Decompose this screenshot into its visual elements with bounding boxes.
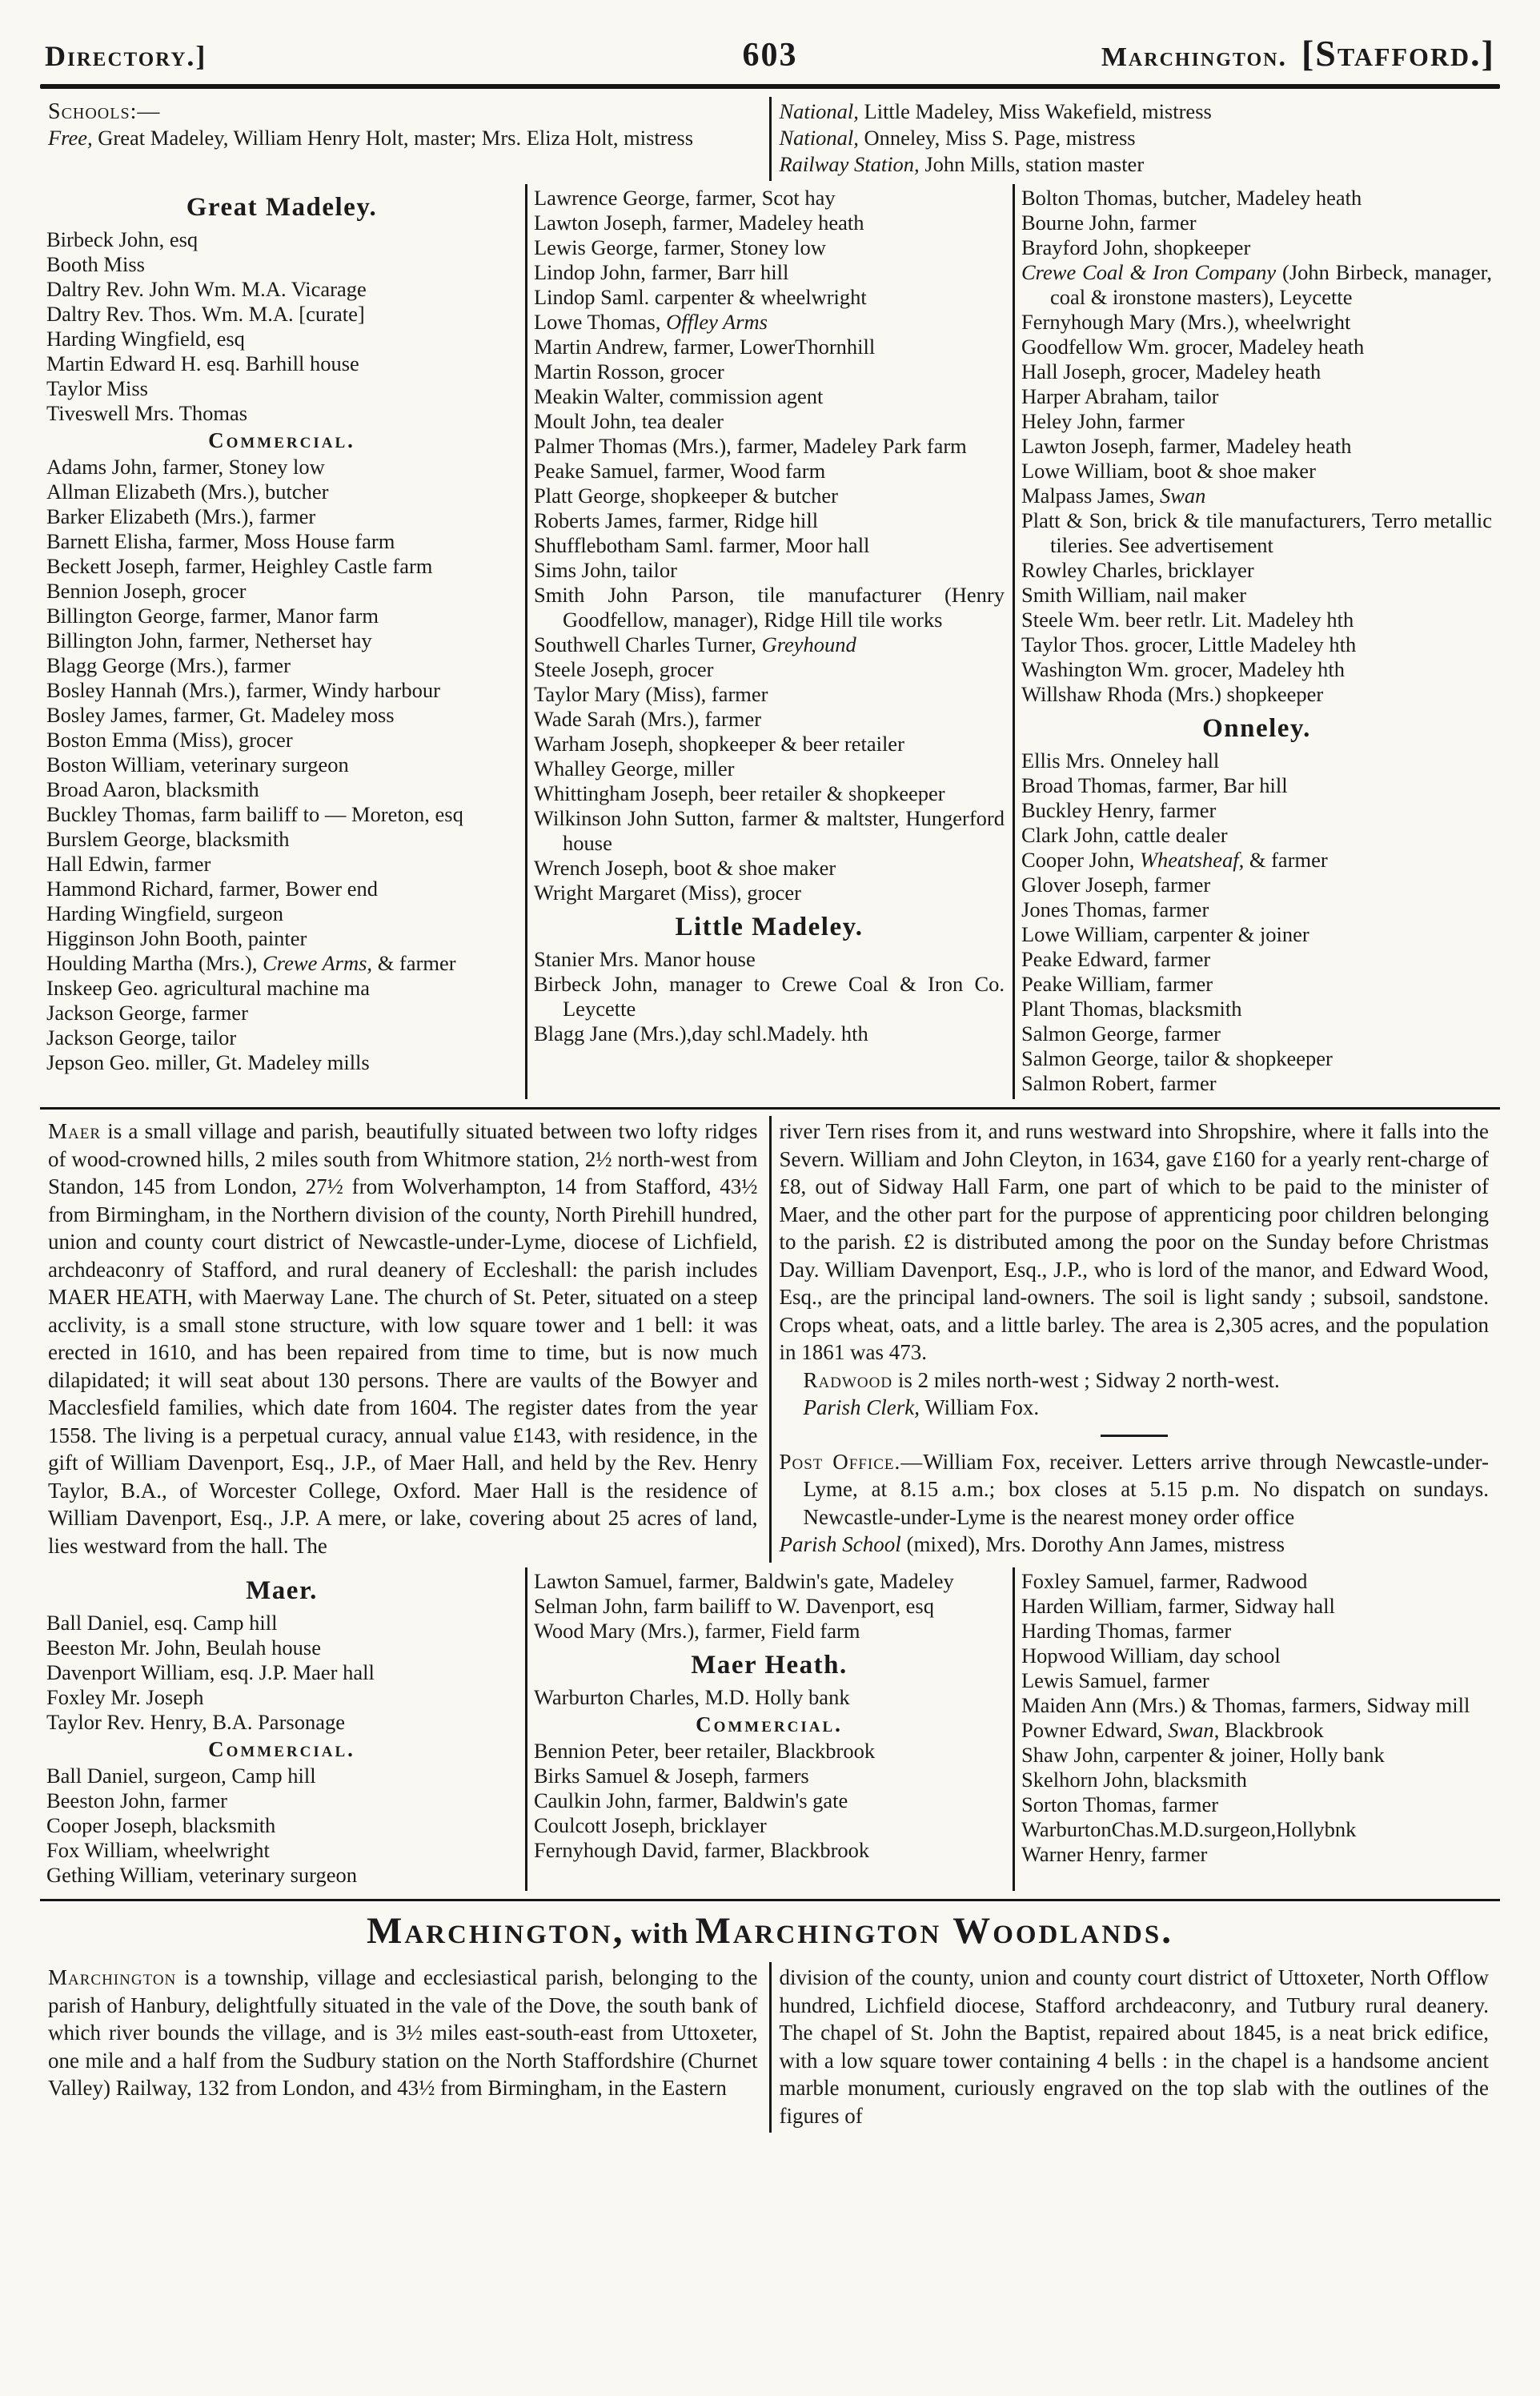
directory-entry: Washington Wm. grocer, Madeley hth [1021, 657, 1345, 681]
post-office-lead: Post Office.— [779, 1449, 924, 1474]
maer-description-left [40, 1116, 769, 1563]
directory-entry: Free, Great Madeley, William Henry Holt, master; Mrs. Eliza Holt, mistress [48, 126, 694, 150]
directory-entry: Warner Henry, farmer [1021, 1842, 1208, 1866]
directory-entry: Crewe Coal & Iron Company (John Birbeck, manager, coal & ironstone masters), Leycette [1021, 260, 1492, 309]
marchington-description-left [40, 1962, 769, 2133]
directory-entry: Davenport William, esq. J.P. Maer hall [46, 1660, 375, 1684]
marchington-rule [40, 1899, 1500, 1901]
directory-entry: Clark John, cattle dealer [1021, 823, 1228, 847]
schools-label: Schools:— [48, 99, 161, 124]
directory-entry: Railway Station, John Mills, station master [779, 152, 1145, 176]
directory-entry: Blagg George (Mrs.), farmer [46, 653, 291, 677]
directory-entry: Peake William, farmer [1021, 972, 1213, 996]
directory-entry: Tiveswell Mrs. Thomas [46, 401, 248, 425]
directory-entry: Taylor Rev. Henry, B.A. Parsonage [46, 1710, 345, 1734]
directory-entry: Fox William, wheelwright [46, 1838, 270, 1862]
directory-entry: Wade Sarah (Mrs.), farmer [534, 707, 762, 731]
directory-entry: National, Onneley, Miss S. Page, mistress [779, 126, 1136, 150]
maer-column-1 [40, 1567, 525, 1891]
directory-entry: Martin Edward H. esq. Barhill house [46, 351, 359, 375]
directory-entry: Wilkinson John Sutton, farmer & maltster, Hungerford house [534, 806, 1005, 855]
post-office-text: William Fox, receiver. Letters arrive through Newcastle-under-Lyme, at 8.15 a.m.; box closes at 5.15 p.m. No dispatch on sundays. Newcastle-under-Lyme is the nearest money order office [803, 1449, 1490, 1529]
directory-entry: Billington George, farmer, Manor farm [46, 604, 379, 628]
header-place-label: Marchington. [1101, 42, 1287, 72]
parish-clerk-line: Parish Clerk, William Fox. [803, 1395, 1040, 1419]
directory-entry: Boston Emma (Miss), grocer [46, 728, 293, 752]
directory-entry: Palmer Thomas (Mrs.), farmer, Madeley Park farm [534, 434, 967, 458]
directory-entry: Gething William, veterinary surgeon [46, 1863, 358, 1887]
schools-left-column [40, 97, 769, 181]
great-madeley-list-continued [534, 186, 1005, 905]
radwood-text: is 2 miles north-west ; Sidway 2 north-west. [892, 1367, 1280, 1392]
directory-entry: Fernyhough David, farmer, Blackbrook [534, 1838, 870, 1862]
directory-entry: Lawton Joseph, farmer, Madeley heath [534, 211, 864, 235]
directory-entry: Buckley Thomas, farm bailiff to — Moreton, esq [46, 802, 463, 826]
directory-entry: Lowe William, carpenter & joiner [1021, 922, 1309, 946]
radwood-line [780, 1367, 1490, 1395]
maer-heath-commercial-list [534, 1739, 1005, 1863]
parish-school-line: Parish School (mixed), Mrs. Dorothy Ann James, mistress [779, 1532, 1285, 1556]
directory-entry: Billington John, farmer, Netherset hay [46, 628, 372, 652]
directory-entry: Taylor Thos. grocer, Little Madeley hth [1021, 632, 1357, 656]
maer-heath-private-list [534, 1685, 1005, 1710]
directory-entry: Hall Edwin, farmer [46, 852, 211, 876]
directory-entry: Taylor Mary (Miss), farmer [534, 682, 768, 706]
directory-entry: Broad Aaron, blacksmith [46, 777, 259, 801]
directory-entry: Salmon George, tailor & shopkeeper [1021, 1046, 1333, 1070]
great-madeley-commercial-list [46, 455, 517, 1075]
directory-entry: Lawrence George, farmer, Scot hay [534, 186, 836, 210]
directory-entry: Maiden Ann (Mrs.) & Thomas, farmers, Sidway mill [1021, 1693, 1470, 1717]
directory-entry: National, Little Madeley, Miss Wakefield, mistress [779, 99, 1212, 123]
directory-entry: Rowley Charles, bricklayer [1021, 558, 1254, 582]
directory-entry: Stanier Mrs. Manor house [534, 947, 756, 971]
directory-entry: Malpass James, Swan [1021, 484, 1206, 508]
little-madeley-list [534, 947, 1005, 1046]
directory-entry: Warham Joseph, shopkeeper & beer retailer [534, 732, 904, 756]
maer-paragraph-right: river Tern rises from it, and runs westward into Shropshire, where it falls into the Severn. William and John Cleyton, in 1634, gave £160 for a yearly rent-charge of £8, out of Sidway Hall Farm, one part of which to be paid to the minister of Maer, and the other part for the purpose of apprenticing poor children belonging to the parish. £2 is distributed among the poor on the Sunday before Christmas Day. William Davenport, Esq., J.P., who is lord of the manor, and Edward Wood, Esq., are the principal land-owners. The soil is light sandy ; subsoil, sandstone. Crops wheat, oats, and a little barley. The area is 2,305 acres, and the population in 1861 was 473. [779, 1119, 1489, 1364]
schools-left-list [48, 125, 758, 151]
marchington-section-heading [40, 1909, 1500, 1953]
mini-divider [1101, 1435, 1168, 1437]
directory-entry: Harding Thomas, farmer [1021, 1619, 1232, 1643]
maer-commercial-list [46, 1764, 517, 1888]
directory-entry: Bennion Joseph, grocer [46, 579, 247, 603]
directory-entry: Barker Elizabeth (Mrs.), farmer [46, 504, 316, 528]
directory-entry: Lowe Thomas, Offley Arms [534, 310, 768, 334]
marchington-lead-word: Marchington [48, 1965, 177, 1989]
directory-entry: Wrench Joseph, boot & shoe maker [534, 856, 836, 880]
directory-entry: Powner Edward, Swan, Blackbrook [1021, 1718, 1324, 1742]
maer-listing-section [40, 1567, 1500, 1891]
directory-entry: Wood Mary (Mrs.), farmer, Field farm [534, 1619, 860, 1643]
directory-entry: Brayford John, shopkeeper [1021, 235, 1251, 259]
directory-entry: Blagg Jane (Mrs.),day schl.Madely. hth [534, 1021, 868, 1045]
directory-entry: Steele Joseph, grocer [534, 657, 714, 681]
directory-entry: Salmon Robert, farmer [1021, 1071, 1217, 1095]
directory-entry: Allman Elizabeth (Mrs.), butcher [46, 480, 329, 504]
directory-entry: Moult John, tea dealer [534, 409, 724, 433]
marchington-heading-part1: Marchington, [366, 1910, 625, 1952]
directory-entry: Skelhorn John, blacksmith [1021, 1768, 1247, 1792]
schools-right-column [769, 97, 1501, 181]
directory-entry: Goodfellow Wm. grocer, Madeley heath [1021, 335, 1365, 359]
directory-entry: Sorton Thomas, farmer [1021, 1792, 1219, 1816]
directory-entry: Ball Daniel, surgeon, Camp hill [46, 1764, 316, 1788]
maer-private-list [46, 1611, 517, 1735]
marchington-description-right [769, 1962, 1501, 2133]
directory-entry: Peake Edward, farmer [1021, 947, 1211, 971]
maer-lead-word: Maer [48, 1119, 102, 1143]
maer-column-2 [525, 1567, 1013, 1891]
directory-entry: Shufflebotham Saml. farmer, Moor hall [534, 533, 870, 557]
directory-entry: Cooper Joseph, blacksmith [46, 1813, 276, 1837]
directory-entry: Lawton Joseph, farmer, Madeley heath [1021, 434, 1352, 458]
directory-entry: Beeston Mr. John, Beulah house [46, 1635, 321, 1660]
directory-entry: Beeston John, farmer [46, 1788, 227, 1812]
onneley-list [1021, 748, 1492, 1096]
directory-entry: Roberts James, farmer, Ridge hill [534, 508, 819, 532]
directory-entry: Salmon George, farmer [1021, 1021, 1221, 1045]
marchington-heading-part2: Marchington Woodlands. [695, 1910, 1173, 1952]
directory-entry: Foxley Samuel, farmer, Radwood [1021, 1569, 1308, 1593]
onneley-heading: Onneley. [1202, 714, 1311, 743]
great-madeley-column-2 [525, 184, 1013, 1099]
directory-entry: Broad Thomas, farmer, Bar hill [1021, 773, 1288, 797]
directory-entry: Boston William, veterinary surgeon [46, 753, 349, 777]
directory-entry: Bourne John, farmer [1021, 211, 1197, 235]
radwood-lead-word: Radwood [803, 1367, 893, 1392]
header-directory-label: Directory.] [45, 40, 207, 72]
maer-commercial-heading: Commercial. [208, 1737, 355, 1761]
directory-entry: Hammond Richard, farmer, Bower end [46, 877, 378, 901]
little-madeley-heading: Little Madeley. [675, 913, 864, 941]
directory-entry: Burslem George, blacksmith [46, 827, 290, 851]
directory-entry: Meakin Walter, commission agent [534, 384, 824, 408]
directory-entry: Sims John, tailor [534, 558, 677, 582]
directory-entry: Daltry Rev. Thos. Wm. M.A. [curate] [46, 302, 365, 326]
directory-entry: Hall Joseph, grocer, Madeley heath [1021, 359, 1321, 383]
directory-entry: Ball Daniel, esq. Camp hill [46, 1611, 278, 1635]
maer-paragraph-left-text: is a small village and parish, beautifully situated between two lofty ridges of wood-crowned hills, 2 miles south from Whitmore station, 2½ north-west from Standon, 145 from London, 27½ from Wolverhampton, 14 from Stafford, 43½ from Birmingham, in the Northern division of the county, North Pirehill hundred, union and county court district of Newcastle-under-Lyme, diocese of Lichfield, archdeaconry of Stafford, and rural deanery of Eccleshall: the parish includes MAER HEATH, with Maerway Lane. The church of St. Peter, situated on a steep acclivity, is a small stone structure, with low square tower and 1 bell: it was erected in 1610, and has been repaired from time to time, but is now much dilapidated; it will seat about 130 persons. There are vaults of the Bowyer and Macclesfield families, which date from 1604. The register dates from the year 1558. The living is a perpetual curacy, annual value £143, with residence, in the gift of William Davenport, Esq., J.P., of Maer Hall, and held by the Rev. Henry Taylor, B.A., of Worcester College, Oxford. Maer Hall is the residence of William Davenport, Esq., J.P. A mere, or lake, covering about 25 acres of land, lies westward from the hall. The [48, 1119, 758, 1558]
directory-entry: Warburton Charles, M.D. Holly bank [534, 1685, 850, 1709]
great-madeley-heading: Great Madeley. [186, 193, 378, 222]
directory-entry: Ellis Mrs. Onneley hall [1021, 748, 1220, 773]
directory-entry: Heley John, farmer [1021, 409, 1185, 433]
maer-heath-list-continued [1021, 1569, 1492, 1867]
directory-entry: Selman John, farm bailiff to W. Davenport, esq [534, 1594, 934, 1618]
marchington-paragraph-left-text: is a township, village and ecclesiastical parish, belonging to the parish of Hanbury, delightfully situated in the vale of the Dove, the south bank of which river bounds the village, and is 3½ miles east-south-east from Uttoxeter, one mile and a half from the Sudbury station on the North Staffordshire (Churnet Valley) Railway, 132 from London, and 43½ from Birmingham, in the Eastern [48, 1965, 758, 2100]
maer-heath-commercial-heading: Commercial. [696, 1712, 843, 1736]
directory-entry: Houlding Martha (Mrs.), Crewe Arms, & farmer [46, 951, 456, 975]
marchington-paragraph-right: division of the county, union and county court district of Uttoxeter, North Offlow hundred, Lichfield diocese, Stafford archdeaconry, and Tutbury rural deanery. The chapel of St. John the Baptist, repaired about 1845, is a neat brick edifice, with a low square tower containing 4 bells : in the chapel is a handsome ancient marble monument, curiously engraved on the top slab with the outlines of the figures of [779, 1965, 1489, 2128]
directory-entry: Lewis Samuel, farmer [1021, 1668, 1209, 1692]
post-office-paragraph [780, 1448, 1490, 1531]
directory-entry: Taylor Miss [46, 376, 148, 400]
directory-entry: Peake Samuel, farmer, Wood farm [534, 459, 826, 483]
directory-entry: Birbeck John, esq [46, 227, 199, 251]
maer-paragraph-left [48, 1118, 758, 1559]
directory-entry: Bennion Peter, beer retailer, Blackbrook [534, 1739, 876, 1763]
marchington-heading-with: with [631, 1917, 689, 1949]
directory-entry: Harper Abraham, tailor [1021, 384, 1219, 408]
header-right [798, 32, 1496, 74]
directory-entry: Beckett Joseph, farmer, Heighley Castle farm [46, 554, 433, 578]
marchington-description-section [40, 1962, 1500, 2133]
directory-entry: Harding Wingfield, esq [46, 327, 245, 351]
great-madeley-private-list [46, 227, 517, 426]
great-madeley-column-3 [1013, 184, 1500, 1099]
directory-entry: Birks Samuel & Joseph, farmers [534, 1764, 809, 1788]
page-header [40, 21, 1500, 82]
maer-description-section [40, 1116, 1500, 1563]
directory-entry: Lewis George, farmer, Stoney low [534, 235, 826, 259]
madeley-heath-list [1021, 186, 1492, 707]
directory-entry: Foxley Mr. Joseph [46, 1685, 204, 1709]
directory-entry: Fernyhough Mary (Mrs.), wheelwright [1021, 310, 1351, 334]
maer-heath-heading: Maer Heath. [691, 1651, 848, 1680]
directory-entry: Jackson George, farmer [46, 1001, 248, 1025]
directory-entry: Harden William, farmer, Sidway hall [1021, 1594, 1335, 1618]
great-madeley-listing [40, 184, 1500, 1099]
schools-section [40, 97, 1500, 181]
directory-entry: Birbeck John, manager to Crewe Coal & Iron Co. Leycette [534, 972, 1005, 1021]
directory-entry: Smith William, nail maker [1021, 583, 1247, 607]
directory-entry: Caulkin John, farmer, Baldwin's gate [534, 1788, 848, 1812]
directory-entry: Wright Margaret (Miss), grocer [534, 881, 802, 905]
directory-entry: Coulcott Joseph, bricklayer [534, 1813, 767, 1837]
directory-entry: Jackson George, tailor [46, 1025, 237, 1050]
directory-entry: Whittingham Joseph, beer retailer & shopkeeper [534, 781, 945, 805]
directory-entry: Platt & Son, brick & tile manufacturers, Terro metallic tileries. See advertisement [1021, 508, 1492, 557]
directory-entry: Adams John, farmer, Stoney low [46, 455, 325, 479]
directory-entry: Lindop John, farmer, Barr hill [534, 260, 789, 284]
directory-entry: Jones Thomas, farmer [1021, 897, 1209, 921]
directory-entry: Barnett Elisha, farmer, Moss House farm [46, 529, 395, 553]
marchington-paragraph-left [48, 1964, 758, 2102]
directory-entry: Jepson Geo. miller, Gt. Madeley mills [46, 1050, 370, 1074]
directory-entry: Steele Wm. beer retlr. Lit. Madeley hth [1021, 608, 1354, 632]
directory-entry: Booth Miss [46, 252, 145, 276]
directory-entry: Southwell Charles Turner, Greyhound [534, 632, 856, 656]
schools-right-list [780, 98, 1490, 178]
header-rule [40, 84, 1500, 89]
header-county-label: [Stafford.] [1301, 33, 1495, 74]
directory-entry: Willshaw Rhoda (Mrs.) shopkeeper [1021, 682, 1324, 706]
directory-entry: Martin Rosson, grocer [534, 359, 724, 383]
directory-entry: Harding Wingfield, surgeon [46, 901, 284, 925]
maer-description-right [769, 1116, 1501, 1563]
directory-entry: Whalley George, miller [534, 757, 735, 781]
directory-entry: Hopwood William, day school [1021, 1643, 1281, 1668]
directory-entry: Smith John Parson, tile manufacturer (Henry Goodfellow, manager), Ridge Hill tile works [534, 583, 1005, 632]
directory-entry: Platt George, shopkeeper & butcher [534, 484, 838, 508]
directory-entry: Lindop Saml. carpenter & wheelwright [534, 285, 867, 309]
directory-entry: Buckley Henry, farmer [1021, 798, 1217, 822]
directory-entry: Martin Andrew, farmer, LowerThornhill [534, 335, 876, 359]
directory-entry: Higginson John Booth, painter [46, 926, 307, 950]
commercial-heading: Commercial. [208, 428, 355, 452]
maer-column-3 [1013, 1567, 1500, 1891]
directory-entry: Inskeep Geo. agricultural machine ma [46, 976, 370, 1000]
maer-heading: Maer. [246, 1576, 318, 1605]
directory-entry: Bolton Thomas, butcher, Madeley heath [1021, 186, 1362, 210]
directory-entry: Daltry Rev. John Wm. M.A. Vicarage [46, 277, 367, 301]
directory-entry: Shaw John, carpenter & joiner, Holly bank [1021, 1743, 1385, 1767]
great-madeley-column-1 [40, 184, 525, 1099]
directory-entry: WarburtonChas.M.D.surgeon,Hollybnk [1021, 1817, 1357, 1841]
directory-entry: Lawton Samuel, farmer, Baldwin's gate, Madeley [534, 1569, 954, 1593]
directory-entry: Plant Thomas, blacksmith [1021, 997, 1242, 1021]
directory-entry: Glover Joseph, farmer [1021, 873, 1211, 897]
directory-entry: Cooper John, Wheatsheaf, & farmer [1021, 848, 1328, 872]
maer-list-continued [534, 1569, 1005, 1643]
directory-entry: Bosley Hannah (Mrs.), farmer, Windy harbour [46, 678, 440, 702]
page-number: 603 [742, 37, 798, 74]
section-rule [40, 1107, 1500, 1110]
directory-entry: Bosley James, farmer, Gt. Madeley moss [46, 703, 395, 727]
directory-entry: Lowe William, boot & shoe maker [1021, 459, 1316, 483]
